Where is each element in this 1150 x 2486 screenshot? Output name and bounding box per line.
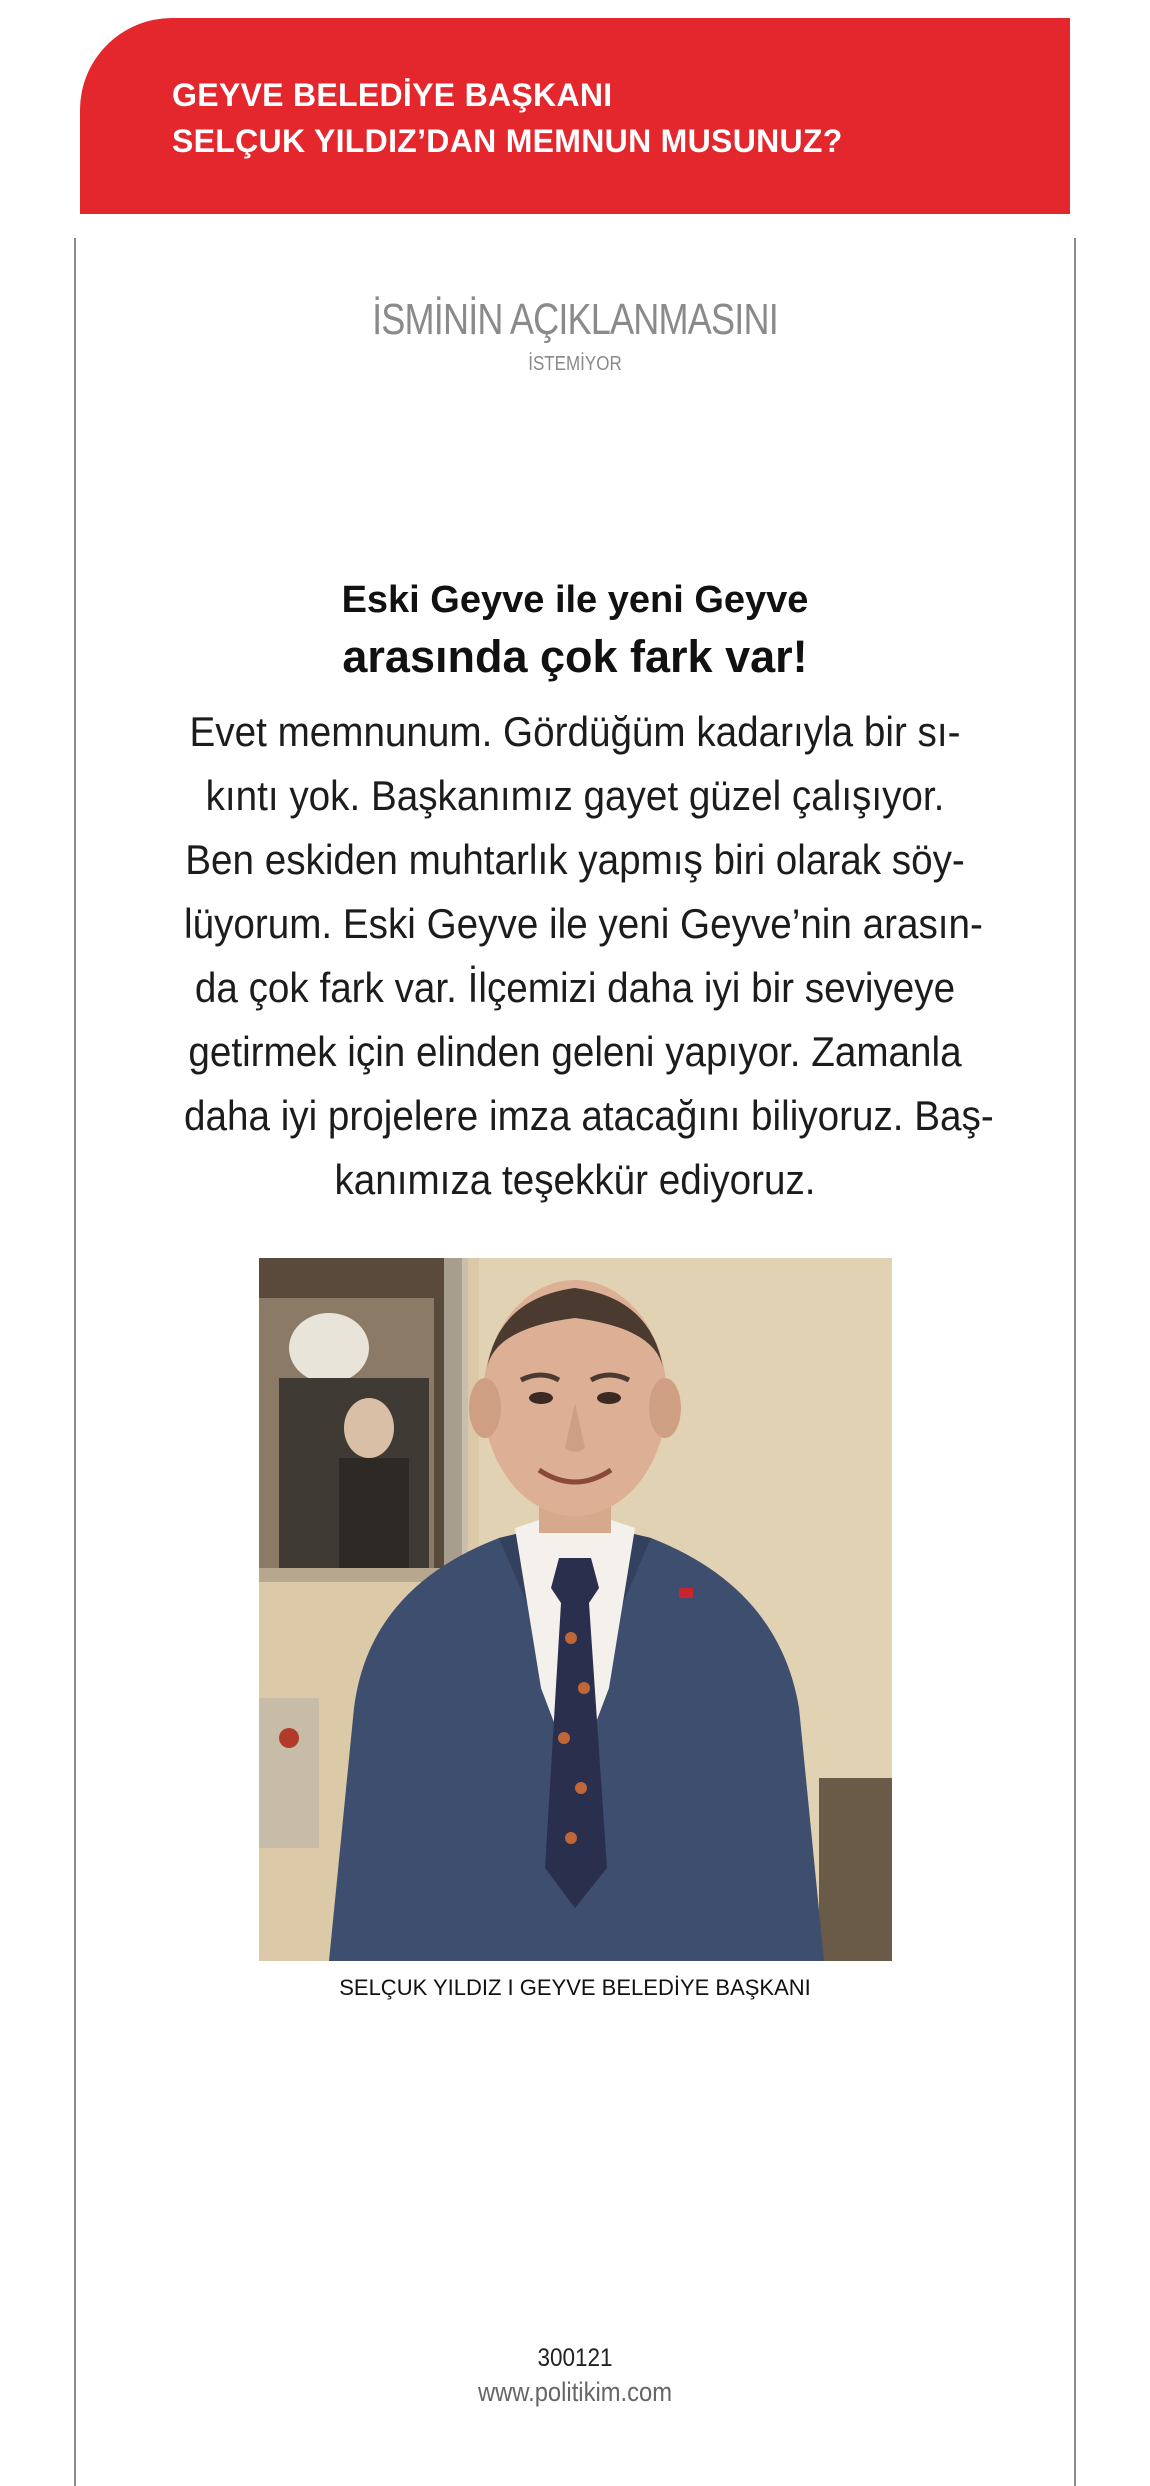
- respondent-name-label: İSMİNİN AÇIKLANMASINI: [372, 295, 778, 344]
- title-banner: [80, 18, 1070, 214]
- headline-line-1: Eski Geyve ile yeni Geyve: [341, 579, 809, 621]
- quote-body: [150, 700, 1000, 1212]
- headline-line-2: arasında çok fark var!: [342, 631, 808, 682]
- footer-code: 300121: [537, 2344, 613, 2372]
- quote-headline: [0, 572, 1150, 686]
- mayor-portrait-photo: [259, 1258, 892, 1961]
- footer-url: www.politikim.com: [477, 2377, 673, 2407]
- body-line: Ben eskiden muhtarlık yapmış biri olarak söy-: [185, 836, 965, 883]
- body-line: daha iyi projelere imza atacağını biliyoruz. Baş-: [184, 1092, 994, 1139]
- banner-title-line-2: SELÇUK YILDIZ’DAN MEMNUN MUSUNUZ?: [172, 123, 843, 159]
- body-line: Evet memnunum. Gördüğüm kadarıyla bir sı-: [189, 708, 961, 755]
- body-line: kıntı yok. Başkanımız gayet güzel çalışıyor.: [205, 772, 945, 819]
- body-line: lüyorum. Eski Geyve ile yeni Geyve’nin arasın-: [184, 900, 983, 947]
- respondent-name-sublabel: İSTEMİYOR: [528, 353, 622, 375]
- banner-title-line-1: GEYVE BELEDİYE BAŞKANI: [172, 77, 613, 113]
- body-line: getirmek için elinden geleni yapıyor. Zamanla: [188, 1028, 962, 1075]
- body-line: da çok fark var. İlçemizi daha iyi bir seviyeye: [194, 964, 956, 1011]
- body-line: kanımıza teşekkür ediyoruz.: [334, 1156, 816, 1203]
- photo-caption: SELÇUK YILDIZ I GEYVE BELEDİYE BAŞKANI: [339, 1975, 811, 2000]
